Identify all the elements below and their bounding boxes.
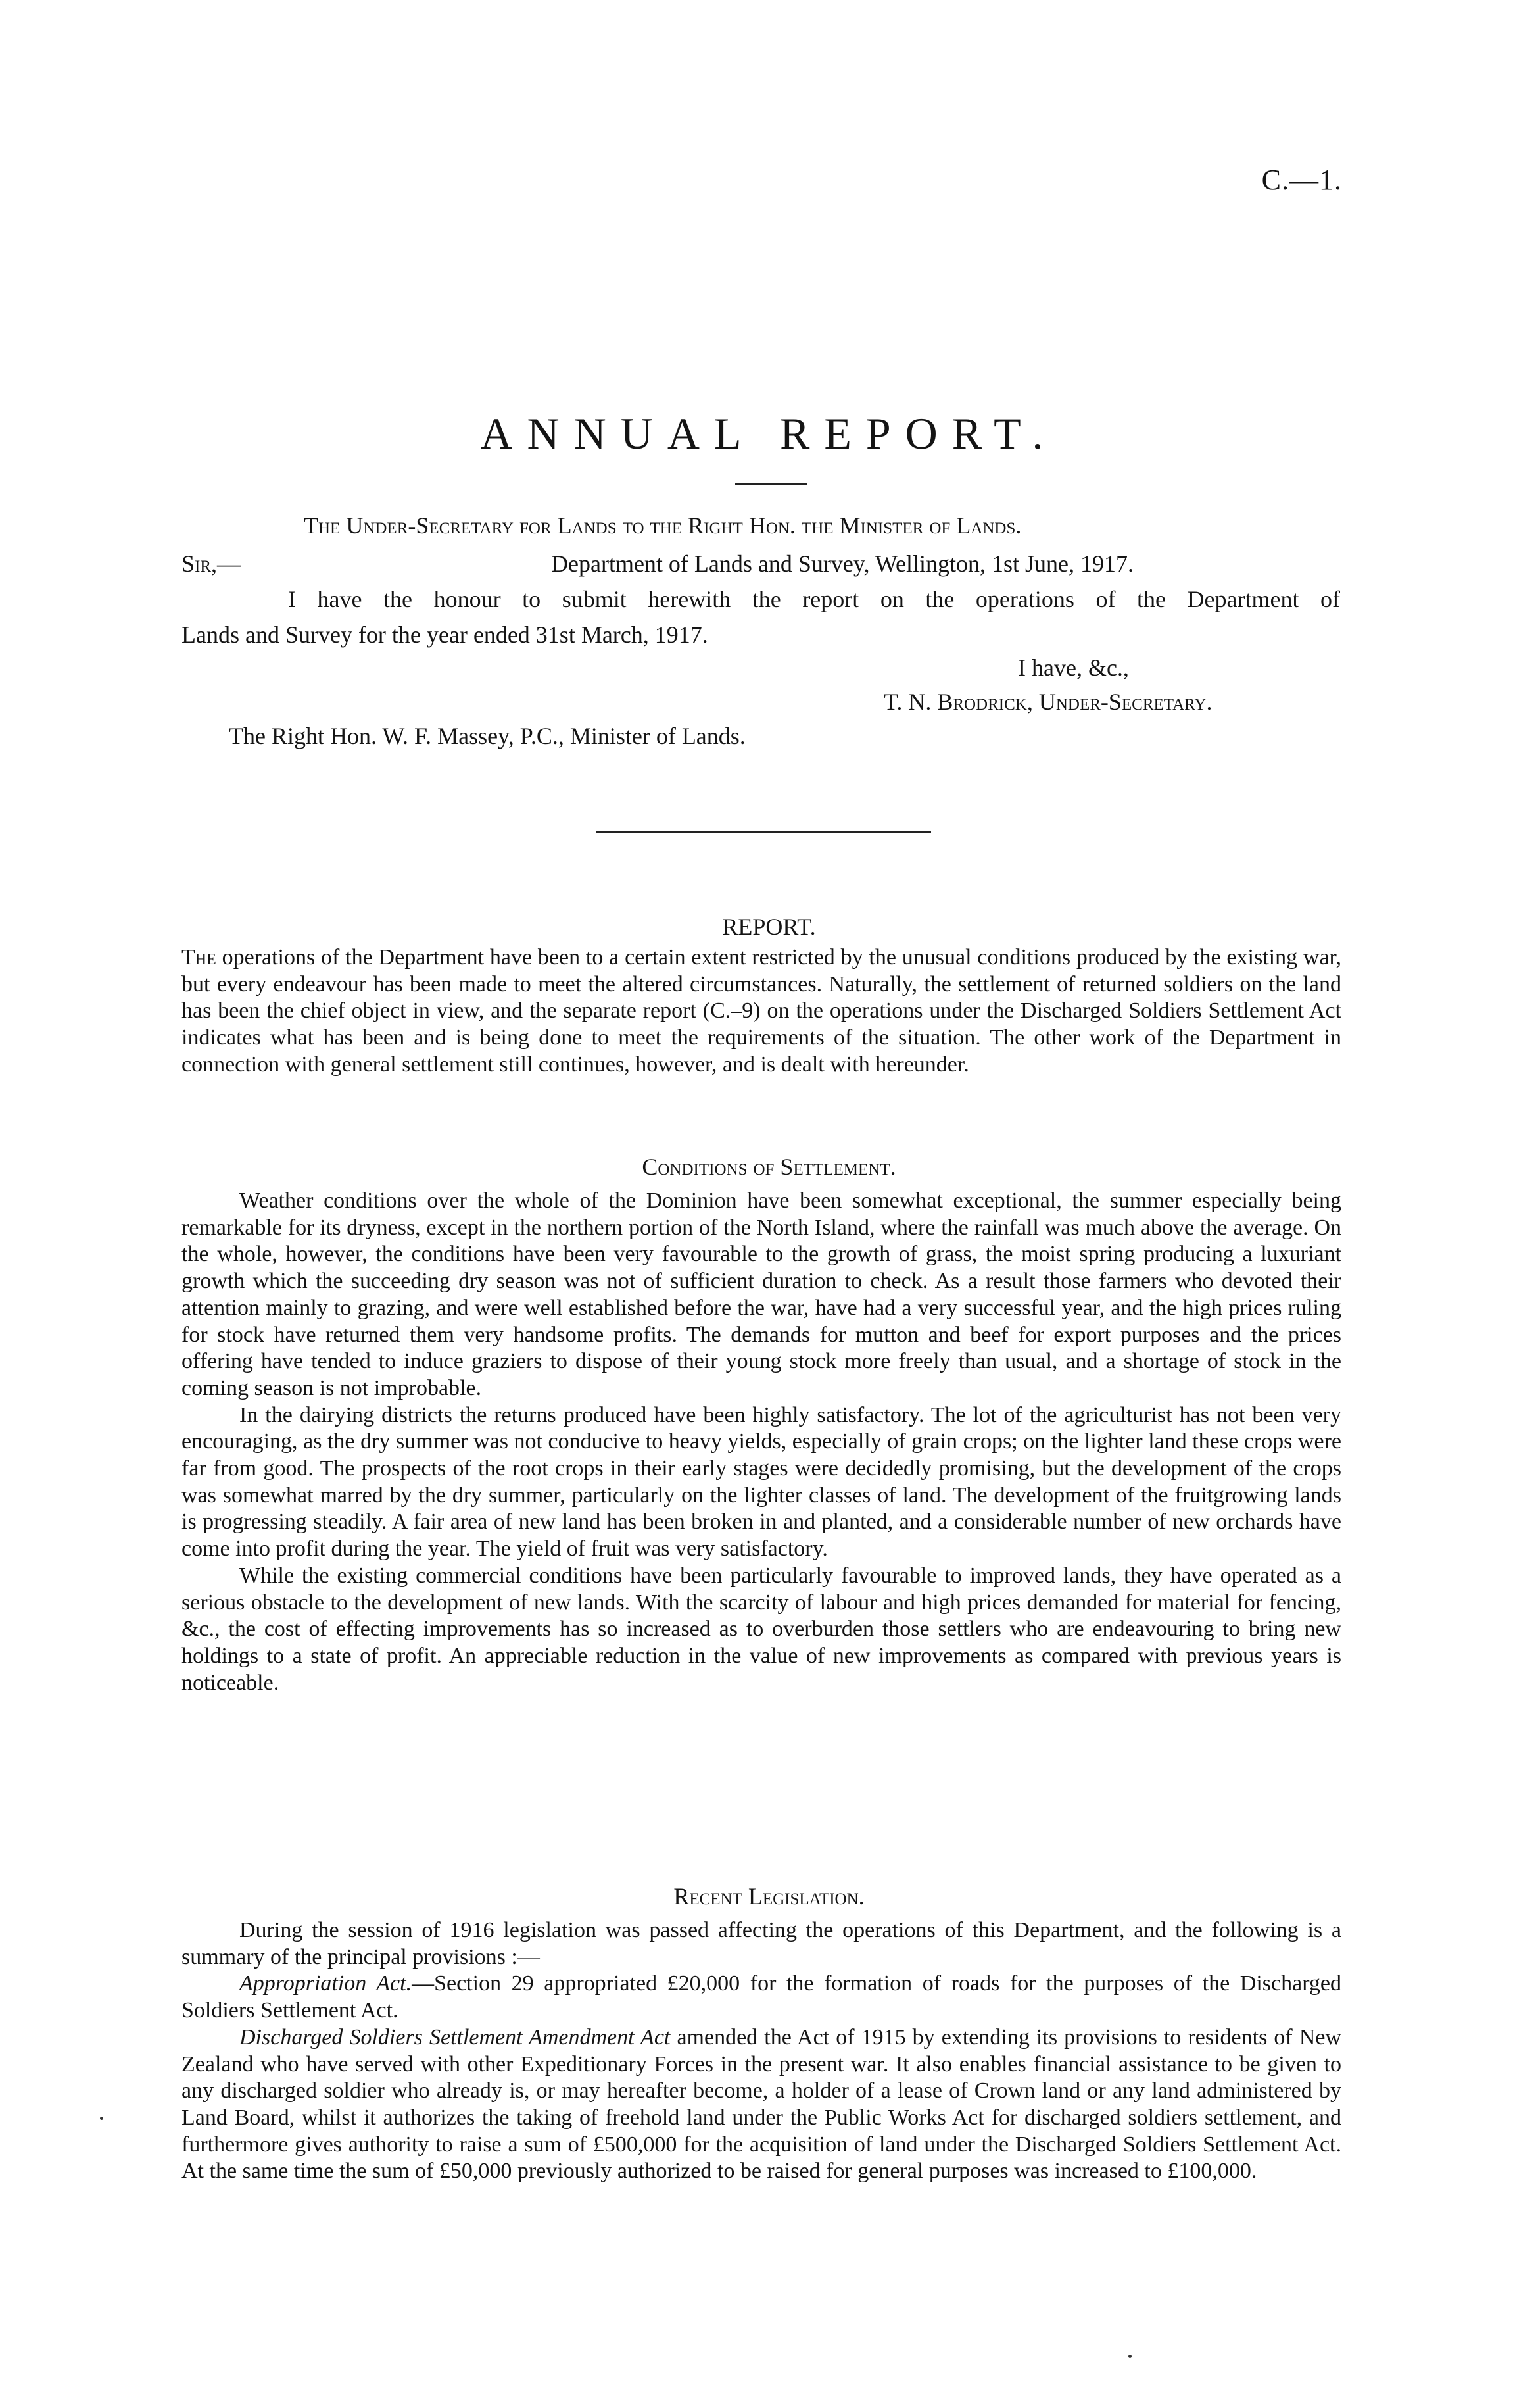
conditions-paragraph: In the dairying districts the returns produced have been highly satisfactory. The lot of the agriculturist has not been very encouraging, as the dry summer was not conducive to heavy yields, especially of grain crops; on the lighter land these crops were far from good. The prospects of the root crops in their early stages were decidedly promising, but the development of the crops was somewhat marred by the dry summer, particularly on the lighter classes of land. The development of the fruitgrowing lands is progressing steadily. A fair area of new land has been broken in and planted, and a considerable number of new orchards have come into profit during the year. The yield of fruit was very satisfactory. (181, 1402, 1341, 1561)
title-divider (735, 483, 807, 485)
margin-speck (1128, 2355, 1132, 2358)
discharged-soldiers-act-title: Discharged Soldiers Settlement Amendment Act (239, 2025, 671, 2050)
conditions-paragraph: Weather conditions over the whole of the Dominion have been somewhat exceptional, the summer especially being remarkable for its dryness, except in the northern portion of the North Island, where the rainfall was much above the average. On the whole, however, the conditions have been very favourable to the growth of grass, the moist spring producing a luxuriant growth which the succeeding dry season was not of sufficient duration to check. As a result those farmers who devoted their attention mainly to grazing, and were well established before the war, have had a very successful year, and the high prices ruling for stock have returned them very handsome profits. The demands for mutton and beef for export purposes and the prices offering have tended to induce graziers to dispose of their young stock more freely than usual, and a shortage of stock in the coming season is not improbable. (181, 1189, 1341, 1400)
appropriation-act-text: —Section 29 appropriated £20,000 for the formation of roads for the purposes of the Discharged Soldiers Settlement Act. (181, 1971, 1341, 2023)
section-divider (596, 831, 931, 833)
conditions-paragraph: While the existing commercial conditions have been particularly favourable to improved lands, they have operated as a serious obstacle to the development of new lands. With the scarcity of labour and high prices demanded for material for fencing, &c., the cost of effecting improvements has so increased as to overburden those settlers who are endeavouring to bring new holdings to a state of profit. An appreciable reduction in the value of new improvements as compared with previous years is noticeable. (181, 1563, 1341, 1695)
report-intro-text: operations of the Department have been to a certain extent restricted by the unusual conditions produced by the existing war, but every endeavour has been made to meet the altered circumstances. Naturally, the settlement of returned soldiers on the land has been the chief object in view, and the separate report (C.–9) on the operations under the Discharged Soldiers Settlement Act indicates what has been and is being done to meet the requirements of the situation. The other work of the Department in connection with general settlement still continues, however, and is dealt with hereunder. (181, 945, 1341, 1077)
report-intro (181, 945, 1341, 1079)
appropriation-act-paragraph (181, 1971, 1341, 2024)
report-heading: REPORT. (722, 914, 816, 940)
letter-body-line-1: I have the honour to submit herewith the report on the operations of the Department of (288, 586, 1340, 612)
addressee-line: The Under-Secretary for Lands to the Right Hon. the Minister of Lands. (304, 512, 1022, 539)
legislation-heading: Recent Legislation. (673, 1883, 865, 1909)
salutation: Sir,— (181, 551, 241, 577)
legislation-intro: During the session of 1916 legislation was passed affecting the operations of this Department, and the following is a summary of the principal provisions :— (181, 1918, 1341, 1969)
document-reference: C.—1. (1261, 164, 1342, 196)
discharged-soldiers-act-paragraph (181, 2025, 1341, 2185)
appropriation-act-title: Appropriation Act. (239, 1971, 412, 1996)
letter-body-line-2: Lands and Survey for the year ended 31st March, 1917. (181, 622, 708, 648)
letter-recipient: The Right Hon. W. F. Massey, P.C., Minister of Lands. (229, 723, 746, 749)
margin-speck (100, 2117, 103, 2120)
conditions-section (181, 1188, 1341, 1696)
report-intro-lead: The (181, 945, 216, 970)
dateline: Department of Lands and Survey, Wellington, 1st June, 1917. (551, 551, 1134, 577)
letter-closing: I have, &c., (1018, 654, 1129, 681)
conditions-heading: Conditions of Settlement. (642, 1154, 896, 1180)
discharged-soldiers-act-text: amended the Act of 1915 by extending its provisions to residents of New Zealand who have served with other Expeditionary Forces in the present war. It also enables financial assistance to be given to any discharged soldier who already is, or may hereafter become, a holder of a lease of Crown land or any land administered by Land Board, whilst it authorizes the taking of freehold land under the Public Works Act for discharged soldiers settlement, and furthermore gives authority to raise a sum of £500,000 for the acquisition of land under the Discharged Soldiers Settlement Act. At the same time the sum of £50,000 previously authorized to be raised for general purposes was increased to £100,000. (181, 2025, 1341, 2184)
legislation-section (181, 1917, 1341, 2185)
page-title: ANNUAL REPORT. (480, 408, 1058, 458)
letter-signature: T. N. Brodrick, Under-Secretary. (884, 689, 1213, 715)
report-intro-paragraph (181, 945, 1341, 1079)
